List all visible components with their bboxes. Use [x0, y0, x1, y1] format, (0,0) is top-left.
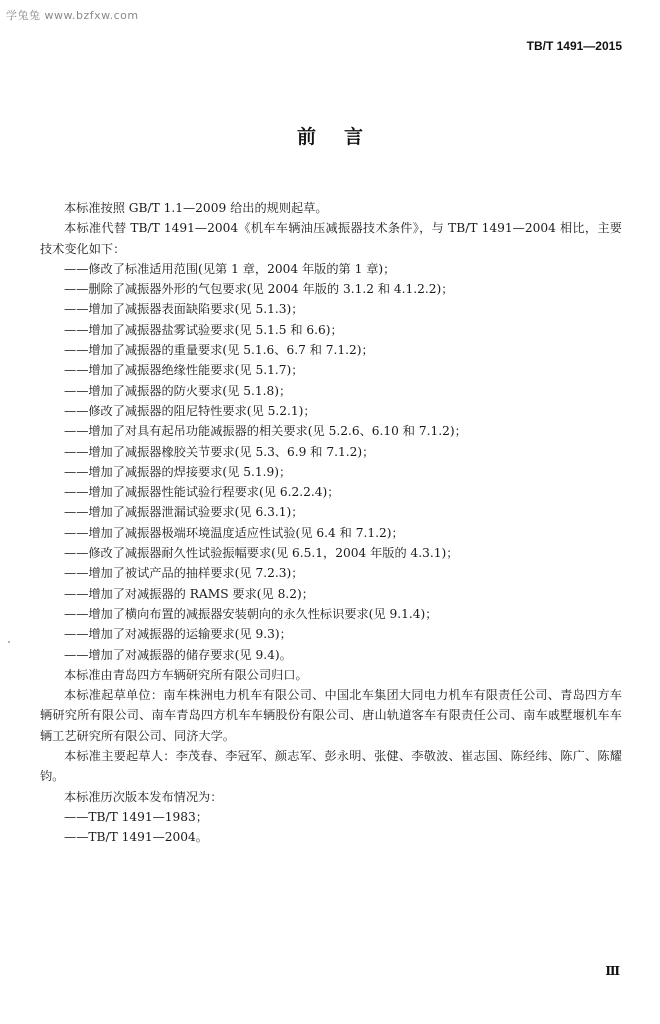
list-item: ——增加了减振器极端环境温度适应性试验(见 6.4 和 7.1.2)； [64, 525, 404, 540]
changes-list [40, 259, 622, 665]
foreword-body [40, 198, 622, 848]
list-item: ——修改了减振器耐久性试验振幅要求(见 6.5.1，2004 年版的 4.3.1)； [64, 546, 459, 561]
page-number: Ⅲ [605, 964, 620, 978]
list-item: ——增加了对减振器的运输要求(见 9.3)； [64, 627, 292, 642]
list-item: ——删除了减振器外形的气包要求(见 2004 年版的 3.1.2 和 4.1.2.2)； [64, 282, 454, 297]
list-item: ——增加了减振器盐雾试验要求(见 5.1.5 和 6.6)； [64, 322, 343, 337]
list-item: ——增加了减振器的焊接要求(见 5.1.9)； [64, 464, 292, 479]
list-item: ——增加了减振器性能试验行程要求(见 6.2.2.4)； [64, 485, 340, 500]
list-item: ——修改了标准适用范围(见第 1 章，2004 年版的第 1 章)； [64, 261, 396, 276]
list-item: ——增加了减振器绝缘性能要求(见 5.1.7)； [64, 363, 304, 378]
history-item: ——TB/T 1491—2004。 [64, 830, 208, 845]
intro-paragraph-replacement: 本标准代替 TB/T 1491—2004《机车车辆油压减振器技术条件》，与 TB/T 1491—2004 相比，主要技术变化如下： [40, 221, 622, 256]
drafters-paragraph: 本标准主要起草人：李茂春、李冠军、颜志军、彭永明、张健、李敬波、崔志国、陈经纬、陈广、陈耀钧。 [40, 749, 622, 784]
scan-mark [8, 641, 10, 643]
watermark-text: 学兔兔 www.bzfxw.com [6, 9, 139, 22]
page-title: 前言 [296, 126, 391, 148]
list-item: ——增加了被试产品的抽样要求(见 7.2.3)； [64, 566, 304, 581]
list-item: ——增加了对减振器的储存要求(见 9.4)。 [64, 647, 292, 662]
list-item: ——增加了减振器橡胶关节要求(见 5.3、6.9 和 7.1.2)； [64, 444, 375, 459]
list-item: ——增加了减振器表面缺陷要求(见 5.1.3)； [64, 302, 304, 317]
list-item: ——修改了减振器的阻尼特性要求(见 5.2.1)； [64, 403, 316, 418]
history-heading-paragraph: 本标准历次版本发布情况为： [64, 789, 223, 804]
list-item: ——增加了减振器泄漏试验要求(见 6.3.1)； [64, 505, 304, 520]
history-list [40, 807, 622, 848]
responsible-org-paragraph: 本标准由青岛四方车辆研究所有限公司归口。 [64, 667, 308, 682]
intro-paragraph-drafting-rules: 本标准按照 GB/T 1.1—2009 给出的规则起草。 [64, 201, 328, 215]
list-item: ——增加了减振器的重量要求(见 5.1.6、6.7 和 7.1.2)； [64, 343, 374, 358]
list-item: ——增加了对减振器的 RAMS 要求(见 8.2)； [64, 586, 314, 601]
drafting-units-paragraph: 本标准起草单位：南车株洲电力机车有限公司、中国北车集团大同电力机车有限责任公司、青岛四方车辆研究所有限公司、南车青岛四方机车车辆股份有限公司、唐山轨道客车有限责任公司、南车戚墅堰机车车辆工艺研究所有限公司、同济大学。 [40, 688, 622, 743]
list-item: ——增加了减振器的防火要求(见 5.1.8)； [64, 383, 292, 398]
history-item: ——TB/T 1491—1983； [64, 809, 208, 824]
list-item: ——增加了对具有起吊功能减振器的相关要求(见 5.2.6、6.10 和 7.1.2)； [64, 424, 467, 439]
standard-code: TB/T 1491—2015 [526, 39, 622, 53]
list-item: ——增加了横向布置的减振器安装朝向的永久性标识要求(见 9.1.4)； [64, 606, 438, 621]
